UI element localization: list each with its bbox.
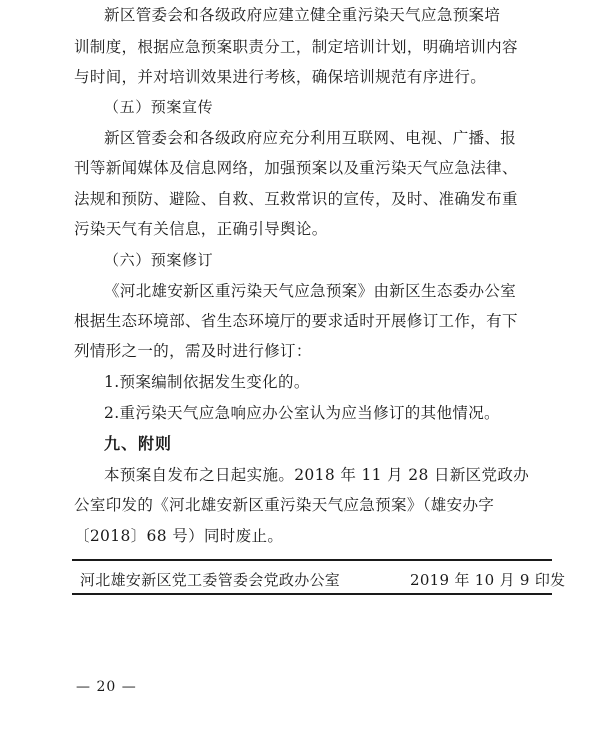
footer-top-rule bbox=[72, 559, 552, 561]
body-text-line: 污染天气有关信息，正确引导舆论。 bbox=[74, 220, 328, 238]
body-text-line: 〔2018〕68 号）同时废止。 bbox=[74, 527, 284, 545]
issuer-name: 河北雄安新区党工委管委会党政办公室 bbox=[80, 571, 341, 589]
body-text-line: 新区管委会和各级政府应建立健全重污染天气应急预案培 bbox=[104, 6, 501, 24]
list-item: 2.重污染天气应急响应办公室认为应当修订的其他情况。 bbox=[104, 404, 500, 422]
section-heading-6: （六）预案修订 bbox=[104, 251, 214, 269]
body-text-line: 与时间，并对培训效果进行考核，确保培训规范有序进行。 bbox=[74, 68, 487, 86]
body-text-line: 列情形之一的，需及时进行修订： bbox=[74, 342, 312, 360]
body-text-line: 训制度，根据应急预案职责分工，制定培训计划，明确培训内容 bbox=[74, 38, 518, 56]
chapter-heading: 九、附则 bbox=[104, 434, 173, 453]
body-text-line: 法规和预防、避险、自救、互救常识的宣传，及时、准确发布重 bbox=[74, 190, 518, 208]
body-text-line: 刊等新闻媒体及信息网络，加强预案以及重污染天气应急法律、 bbox=[74, 159, 518, 177]
footer-bottom-rule bbox=[72, 593, 552, 595]
body-text-line: 根据生态环境部、省生态环境厅的要求适时开展修订工作，有下 bbox=[74, 312, 518, 330]
section-heading-5: （五）预案宣传 bbox=[104, 98, 214, 116]
body-text-line: 新区管委会和各级政府应充分利用互联网、电视、广播、报 bbox=[104, 129, 517, 147]
body-text-line: 《河北雄安新区重污染天气应急预案》由新区生态委办公室 bbox=[104, 282, 517, 300]
list-item: 1.预案编制依据发生变化的。 bbox=[104, 373, 310, 391]
body-text-line: 公室印发的《河北雄安新区重污染天气应急预案》（雄安办字 bbox=[74, 496, 495, 514]
body-text-line: 本预案自发布之日起实施。2018 年 11 月 28 日新区党政办 bbox=[104, 466, 530, 484]
issue-date: 2019 年 10 月 9 印发 bbox=[410, 571, 566, 589]
page-number: — 20 — bbox=[76, 679, 137, 695]
